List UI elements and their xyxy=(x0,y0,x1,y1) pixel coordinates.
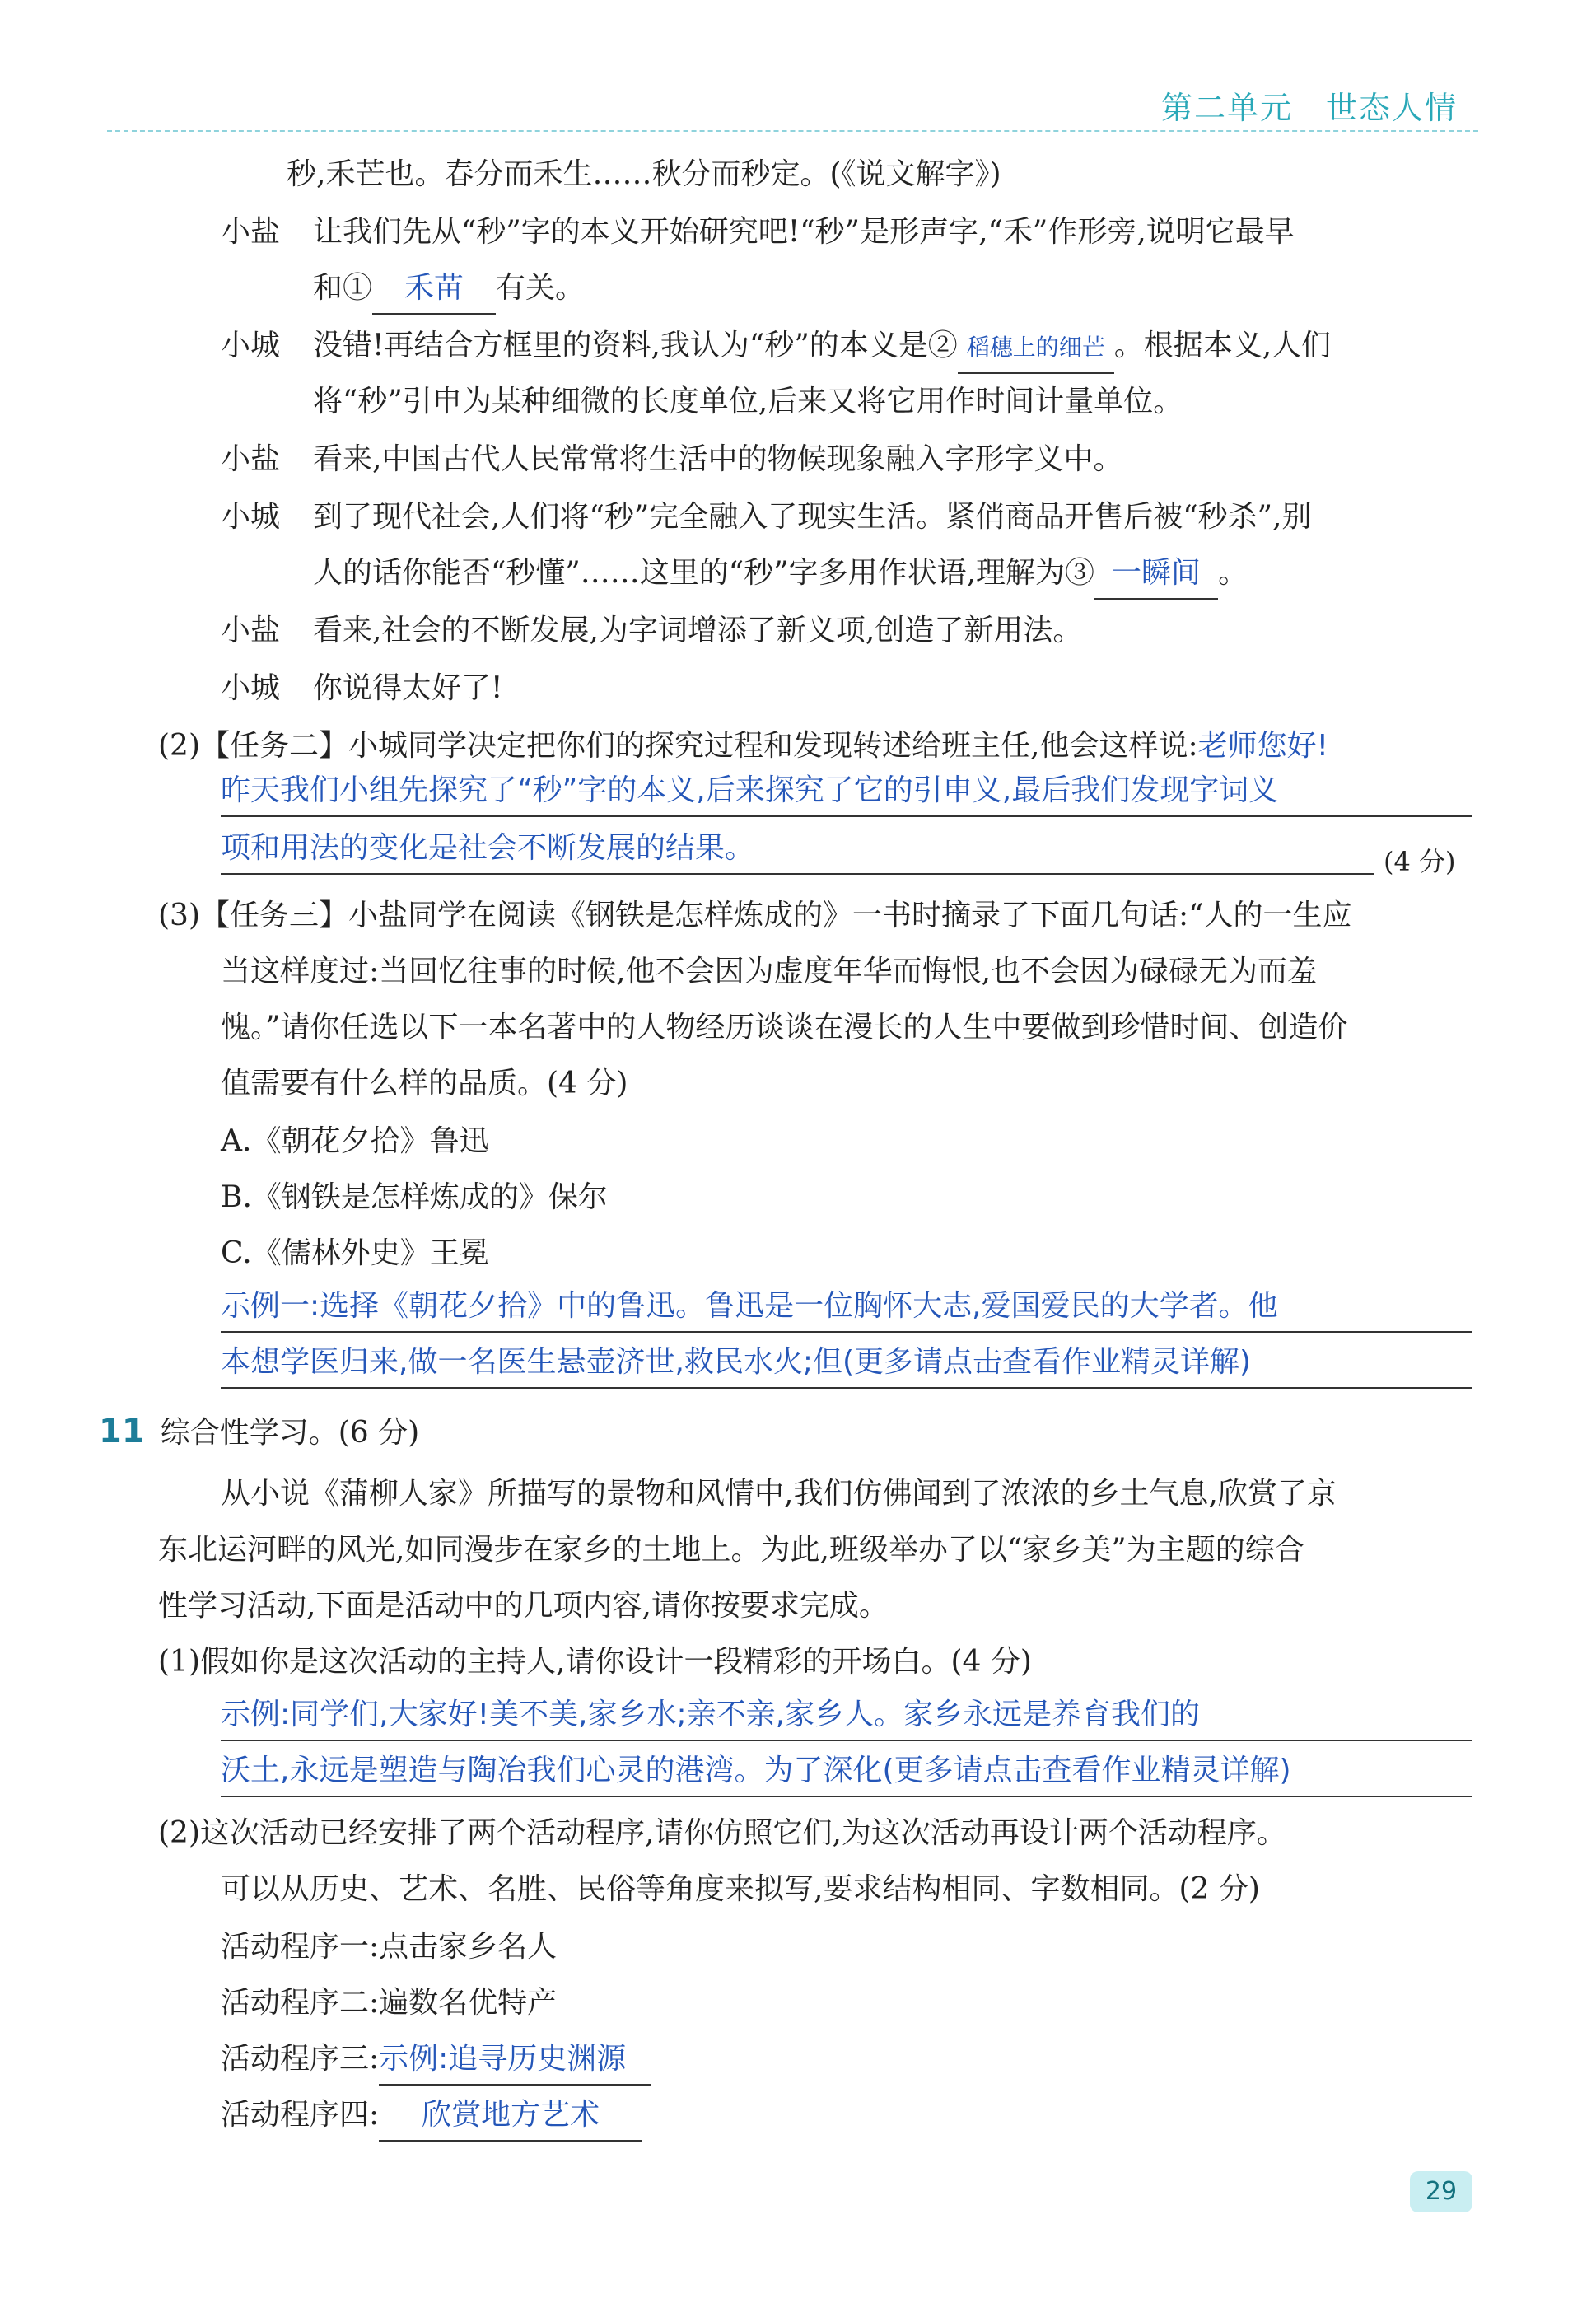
program-label: 活动程序四: xyxy=(221,2098,380,2132)
q11-part-1 xyxy=(158,1637,1032,1687)
task2-score: (4 分) xyxy=(1384,846,1456,877)
option-c: C.《儒林外史》王冕 xyxy=(221,1236,489,1270)
dialogue-text: 你说得太好了! xyxy=(313,671,503,705)
task2-prompt xyxy=(158,722,1328,771)
header-divider xyxy=(107,130,1478,132)
answer-blank-program-4: 欣赏地方艺术 xyxy=(379,2090,642,2142)
dialogue-text: 没错!再结合方框里的资料,我认为“秒”的本义是② xyxy=(313,329,958,362)
question-11-header xyxy=(99,1408,419,1458)
dialogue-text: 看来,中国古代人民常常将生活中的物候现象融入字形字义中。 xyxy=(313,442,1123,476)
answer-blank-2: 稻穗上的细芒 xyxy=(958,323,1114,374)
program-2: 活动程序二:遍数名优特产 xyxy=(221,1986,558,2020)
quote-line: 秒,禾芒也。春分而禾生……秋分而秒定。(《说文解字》) xyxy=(287,157,1001,191)
page-number: 29 xyxy=(1410,2171,1472,2212)
answer-text: 沃土,永远是塑造与陶冶我们心灵的港湾。为了深化(更多请点击查看作业精灵详解) xyxy=(221,1754,1291,1787)
answer-text: 示例一:选择《朝花夕拾》中的鲁迅。鲁迅是一位胸怀大志,爱国爱民的大学者。他 xyxy=(221,1289,1278,1323)
task-text: 【任务二】小城同学决定把你们的探究过程和发现转述给班主任,他会这样说: xyxy=(200,729,1198,763)
answer-blank-3: 一瞬间 xyxy=(1094,549,1218,600)
answer-text: 老师您好! xyxy=(1197,729,1329,763)
task3-line-2: 当这样度过:当回忆往事的时候,他不会因为虚度年华而悔恨,也不会因为碌碌无为而羞 xyxy=(221,955,1318,988)
answer-blank-1: 禾苗 xyxy=(372,264,496,315)
dialogue-line-4b xyxy=(313,549,1248,600)
item-number: (3) xyxy=(158,899,200,932)
answer-text: 本想学医归来,做一名医生悬壶济世,救民水火;但(更多请点击查看作业精灵详解) xyxy=(221,1345,1252,1379)
program-3 xyxy=(221,2034,651,2086)
dialogue-line-2 xyxy=(221,321,1331,374)
dialogue-text: 让我们先从“秒”字的本义开始研究吧!“秒”是形声字,“禾”作形旁,说明它最早 xyxy=(313,215,1295,249)
dialogue-text: 。 xyxy=(1218,556,1248,590)
task3-line-4: 值需要有什么样的品质。(4 分) xyxy=(221,1067,628,1100)
speaker: 小城 xyxy=(221,500,281,534)
speaker: 小盐 xyxy=(221,442,281,476)
program-1: 活动程序一:点击家乡名人 xyxy=(221,1930,558,1964)
task3-answer-line-1 xyxy=(221,1282,1472,1333)
q11-intro-2: 东北运河畔的风光,如同漫步在家乡的土地上。为此,班级举办了以“家乡美”为主题的综合 xyxy=(158,1533,1304,1567)
option-b: B.《钢铁是怎样炼成的》保尔 xyxy=(221,1180,608,1214)
dialogue-text: 有关。 xyxy=(496,271,586,305)
task3-line-1 xyxy=(158,891,1352,941)
answer-blank-program-3: 示例:追寻历史渊源 xyxy=(379,2034,651,2086)
dialogue-line-5 xyxy=(221,606,1082,656)
task3-answer-line-2 xyxy=(221,1338,1472,1389)
speaker: 小城 xyxy=(221,329,281,362)
q11-part-2 xyxy=(158,1809,1286,1858)
dialogue-line-4 xyxy=(221,493,1312,542)
answer-text: 项和用法的变化是社会不断发展的结果。 xyxy=(221,831,755,865)
option-a: A.《朝花夕拾》鲁迅 xyxy=(221,1124,489,1158)
answer-text: 示例:同学们,大家好!美不美,家乡水;亲不亲,家乡人。家乡永远是养育我们的 xyxy=(221,1698,1201,1731)
question-number: 11 xyxy=(99,1413,145,1450)
task-text: 【任务三】小盐同学在阅读《钢铁是怎样炼成的》一书时摘录了下面几句话:“人的一生应 xyxy=(200,899,1352,932)
speaker: 小城 xyxy=(221,671,281,705)
dialogue-text: 。根据本义,人们 xyxy=(1113,329,1332,362)
q11-part-2-line-2: 可以从历史、艺术、名胜、民俗等角度来拟写,要求结构相同、字数相同。(2 分) xyxy=(221,1872,1260,1906)
task2-answer-line-2 xyxy=(221,766,1472,817)
unit-title: 第二单元 世态人情 xyxy=(1160,90,1458,126)
dialogue-line-1 xyxy=(221,208,1295,257)
dialogue-line-1b xyxy=(313,264,585,315)
question-title: 综合性学习。(6 分) xyxy=(160,1416,420,1450)
task-text: 这次活动已经安排了两个活动程序,请你仿照它们,为这次活动再设计两个活动程序。 xyxy=(200,1816,1286,1850)
task-text: 假如你是这次活动的主持人,请你设计一段精彩的开场白。(4 分) xyxy=(200,1645,1032,1679)
q11-intro-1: 从小说《蒲柳人家》所描写的景物和风情中,我们仿佛闻到了浓浓的乡土气息,欣赏了京 xyxy=(221,1477,1337,1511)
q11-p1-answer-1 xyxy=(221,1690,1472,1741)
q11-intro-3: 性学习活动,下面是活动中的几项内容,请你按要求完成。 xyxy=(158,1589,889,1623)
q11-p1-answer-2 xyxy=(221,1746,1472,1797)
answer-text: 昨天我们小组先探究了“秒”字的本义,后来探究了它的引申义,最后我们发现字词义 xyxy=(221,773,1279,807)
speaker: 小盐 xyxy=(221,614,281,647)
speaker: 小盐 xyxy=(221,215,281,249)
dialogue-line-6 xyxy=(221,664,502,713)
program-4 xyxy=(221,2090,642,2142)
dialogue-line-3 xyxy=(221,435,1122,484)
dialogue-text: 看来,社会的不断发展,为字词增添了新义项,创造了新用法。 xyxy=(313,614,1083,647)
dialogue-text: 和① xyxy=(313,271,373,305)
dialogue-line-2b: 将“秒”引申为某种细微的长度单位,后来又将它用作时间计量单位。 xyxy=(313,385,1183,418)
dialogue-text: 人的话你能否“秒懂”……这里的“秒”字多用作状语,理解为③ xyxy=(313,556,1095,590)
item-number: (2) xyxy=(158,1816,200,1850)
task2-answer-line-3 xyxy=(221,824,1374,875)
item-number: (2) xyxy=(158,729,200,763)
dialogue-text: 到了现代社会,人们将“秒”完全融入了现实生活。紧俏商品开售后被“秒杀”,别 xyxy=(313,500,1312,534)
program-label: 活动程序三: xyxy=(221,2042,380,2076)
item-number: (1) xyxy=(158,1645,200,1679)
task3-line-3: 愧。”请你任选以下一本名著中的人物经历谈谈在漫长的人生中要做到珍惜时间、创造价 xyxy=(221,1011,1348,1044)
